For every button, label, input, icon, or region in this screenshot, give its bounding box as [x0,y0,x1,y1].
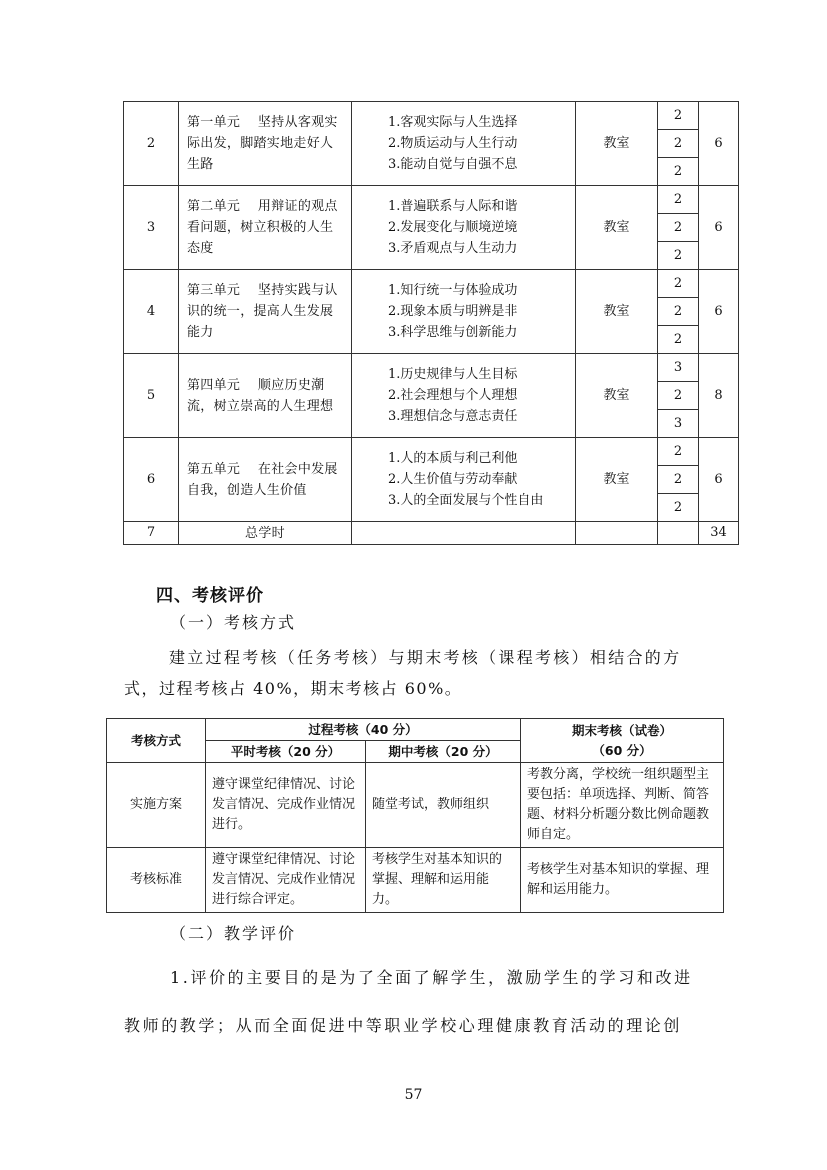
hours-cell: 3 [658,354,699,382]
page-number: 57 [404,1087,423,1103]
content-item: 1.历史规律与人生目标 [388,367,518,382]
content-item: 2.人生价值与劳动奉献 [388,472,518,487]
row-number: 5 [124,354,179,438]
schedule-row [124,186,739,214]
grand-total: 34 [699,522,739,545]
hours-cell: 2 [658,158,699,186]
teaching-place: 教室 [576,438,658,522]
subsection-teaching-evaluation: （二）教学评价 [170,924,297,943]
total-row [124,522,739,545]
total-label: 总学时 [179,522,352,545]
total-hours: 6 [699,186,739,270]
subsection-assessment-method: （一）考核方式 [170,613,297,632]
total-hours: 6 [699,270,739,354]
content-item: 1.人的本质与利己利他 [388,451,518,466]
course-schedule-table [123,101,739,545]
paragraph-line: 1.评价的主要目的是为了全面了解学生，激励学生的学习和改进 [170,968,693,987]
unit-title: 第四单元 顺应历史潮流，树立崇高的人生理想 [179,354,352,438]
unit-contents [352,186,576,270]
unit-contents [352,270,576,354]
standard-midterm: 考核学生对基本知识的掌握、理解和运用能力。 [366,848,521,913]
hours-cell: 2 [658,438,699,466]
hours-cell: 2 [658,186,699,214]
paragraph-line: 式，过程考核占 40%，期末考核占 60%。 [124,679,463,698]
unit-title: 第一单元 坚持从客观实际出发，脚踏实地走好人生路 [179,102,352,186]
hours-cell: 3 [658,410,699,438]
schedule-row [124,354,739,382]
header-method: 考核方式 [107,719,206,763]
hours-cell: 2 [658,466,699,494]
content-item: 2.发展变化与顺境逆境 [388,220,518,235]
content-item: 2.现象本质与明辨是非 [388,304,518,319]
plan-midterm: 随堂考试，教师组织 [366,763,521,848]
header-midterm: 期中考核（20 分） [366,741,521,763]
total-hours: 8 [699,354,739,438]
teaching-place: 教室 [576,186,658,270]
unit-title: 第二单元 用辩证的观点看问题，树立积极的人生态度 [179,186,352,270]
header-daily: 平时考核（20 分） [206,741,366,763]
hours-cell: 2 [658,130,699,158]
schedule-row [124,102,739,130]
row-number: 7 [124,522,179,545]
row-number: 2 [124,102,179,186]
standard-final: 考核学生对基本知识的掌握、理解和运用能力。 [521,848,724,913]
teaching-place: 教室 [576,354,658,438]
content-item: 2.物质运动与人生行动 [388,136,518,151]
header-final [521,719,724,763]
content-item: 3.能动自觉与自强不息 [388,157,518,172]
assessment-table [106,718,724,913]
schedule-row [124,270,739,298]
content-item: 3.科学思维与创新能力 [388,325,518,340]
teaching-place: 教室 [576,102,658,186]
hours-cell: 2 [658,382,699,410]
content-item: 1.客观实际与人生选择 [388,115,518,130]
unit-title: 第五单元 在社会中发展自我，创造人生价值 [179,438,352,522]
paragraph-line: 教师的教学；从而全面促进中等职业学校心理健康教育活动的理论创 [124,1016,683,1035]
schedule-row [124,438,739,466]
row-number: 3 [124,186,179,270]
schedule-body [124,102,739,545]
content-item: 3.理想信念与意志责任 [388,409,518,424]
empty-cell [658,522,699,545]
plan-final: 考教分离，学校统一组织题型主要包括：单项选择、判断、简答题、材料分析题分数比例命题教师自定。 [521,763,724,848]
paragraph-line: 建立过程考核（任务考核）与期末考核（课程考核）相结合的方 [169,648,682,667]
row-number: 4 [124,270,179,354]
row-label-plan: 实施方案 [107,763,206,848]
total-hours: 6 [699,102,739,186]
hours-cell: 2 [658,242,699,270]
teaching-place: 教室 [576,270,658,354]
standard-daily: 遵守课堂纪律情况、讨论发言情况、完成作业情况进行综合评定。 [206,848,366,913]
hours-cell: 2 [658,214,699,242]
total-hours: 6 [699,438,739,522]
section-title: 四、考核评价 [156,586,264,606]
unit-contents [352,354,576,438]
plan-daily: 遵守课堂纪律情况、讨论发言情况、完成作业情况进行。 [206,763,366,848]
empty-cell [576,522,658,545]
content-item: 1.知行统一与体验成功 [388,283,518,298]
unit-contents [352,102,576,186]
unit-contents [352,438,576,522]
hours-cell: 2 [658,326,699,354]
content-item: 1.普遍联系与人际和谐 [388,199,518,214]
hours-cell: 2 [658,102,699,130]
empty-cell [352,522,576,545]
unit-title: 第三单元 坚持实践与认识的统一，提高人生发展能力 [179,270,352,354]
content-item: 3.矛盾观点与人生动力 [388,241,518,256]
row-number: 6 [124,438,179,522]
hours-cell: 2 [658,298,699,326]
content-item: 2.社会理想与个人理想 [388,388,518,403]
content-item: 3.人的全面发展与个性自由 [388,493,544,508]
hours-cell: 2 [658,270,699,298]
row-label-standard: 考核标准 [107,848,206,913]
header-process: 过程考核（40 分） [206,719,521,741]
hours-cell: 2 [658,494,699,522]
header-final-line1: 期末考核（试卷） [571,722,672,738]
header-final-line2: （60 分） [592,742,652,758]
